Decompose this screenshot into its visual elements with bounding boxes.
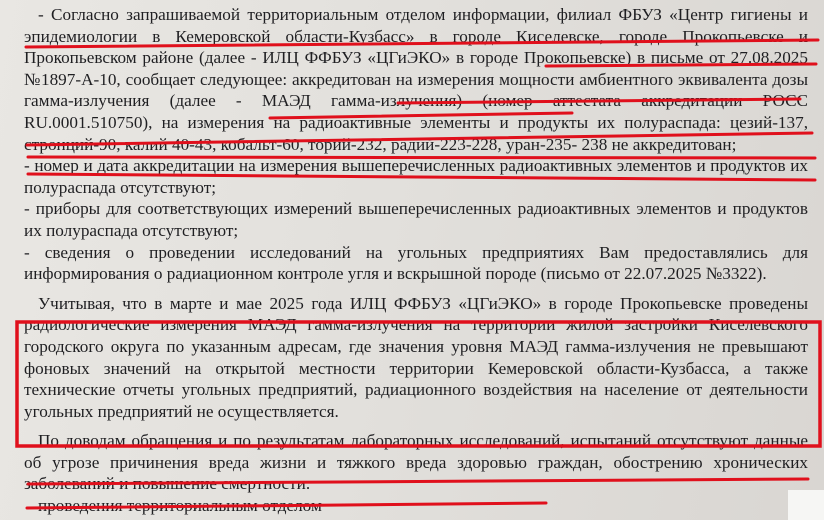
paragraph-no-instruments: - приборы для соответствующих измерений вышеперечисленных радиоактивных элементов и продуктов их полураспада отсутствуют; bbox=[24, 199, 808, 240]
document-body bbox=[24, 4, 808, 517]
paragraph-measurements-conclusion: Учитывая, что в марте и мае 2025 года ИЛЦ ФФБУЗ «ЦГиЭКО» в городе Прокопьевске проведены радиологические измерения МАЭД гамма-излучения на территории жилой застройки Киселевского городского округа по указанным адресам, где значения уровня МАЭД гамма-излучения не превышают фоновых значений на открытой местности территории Кемеровской области-Кузбасса, а также технические отчеты угольных предприятий, радиационного воздействия на население от деятельности угольных предприятий не осуществляется. bbox=[24, 293, 808, 421]
paragraph-no-accreditation-date: - номер и дата аккредитации на измерения вышеперечисленных радиоактивных элементов и продуктов их полураспада отсутствуют; bbox=[24, 156, 808, 197]
paragraph-cut-off: проведения территориальным отделом bbox=[38, 496, 322, 516]
paragraph-no-threat-data: По доводам обращения и по результатам лабораторных исследований, испытаний отсутствуют данные об угрозе причинения вреда жизни и тяжкого вреда здоровью граждан, обострению хронических заболеваний и повышение смертности. bbox=[24, 431, 808, 494]
paragraph-coal-research-info: - сведения о проведении исследований на угольных предприятиях Вам предоставлялись для информирования о радиационном контроле угля и вскрышной породе (письмо от 22.07.2025 №3322). bbox=[24, 242, 808, 284]
white-patch bbox=[788, 490, 824, 520]
paragraph-lab-response: - Согласно запрашиваемой территориальным отделом информации, филиал ФБУЗ «Центр гигиены и эпидемиологии в Кемеровской области-Кузбасс» в городе Киселевске, городе Прокопьевске и Прокопьевском районе (далее - ИЛЦ ФФБУЗ «ЦГиЭКО» в городе Прокопьевске) в письме от 27.08.2025 №1897-А-10, сообщает следующее: аккредитован на измерения мощности амбиентного эквивалента дозы гамма-излучения (далее - МАЭД гамма-излучения) (номер аттестата аккредитации РОСС RU.0001.510750), на измерения на радиоактивные элементы и продукты их полураспада: цезий-137, стронций-90, калий 40-43, кобальт-60, торий-232, радий-223-228, уран-235- 238 не аккредитован; bbox=[24, 5, 808, 154]
